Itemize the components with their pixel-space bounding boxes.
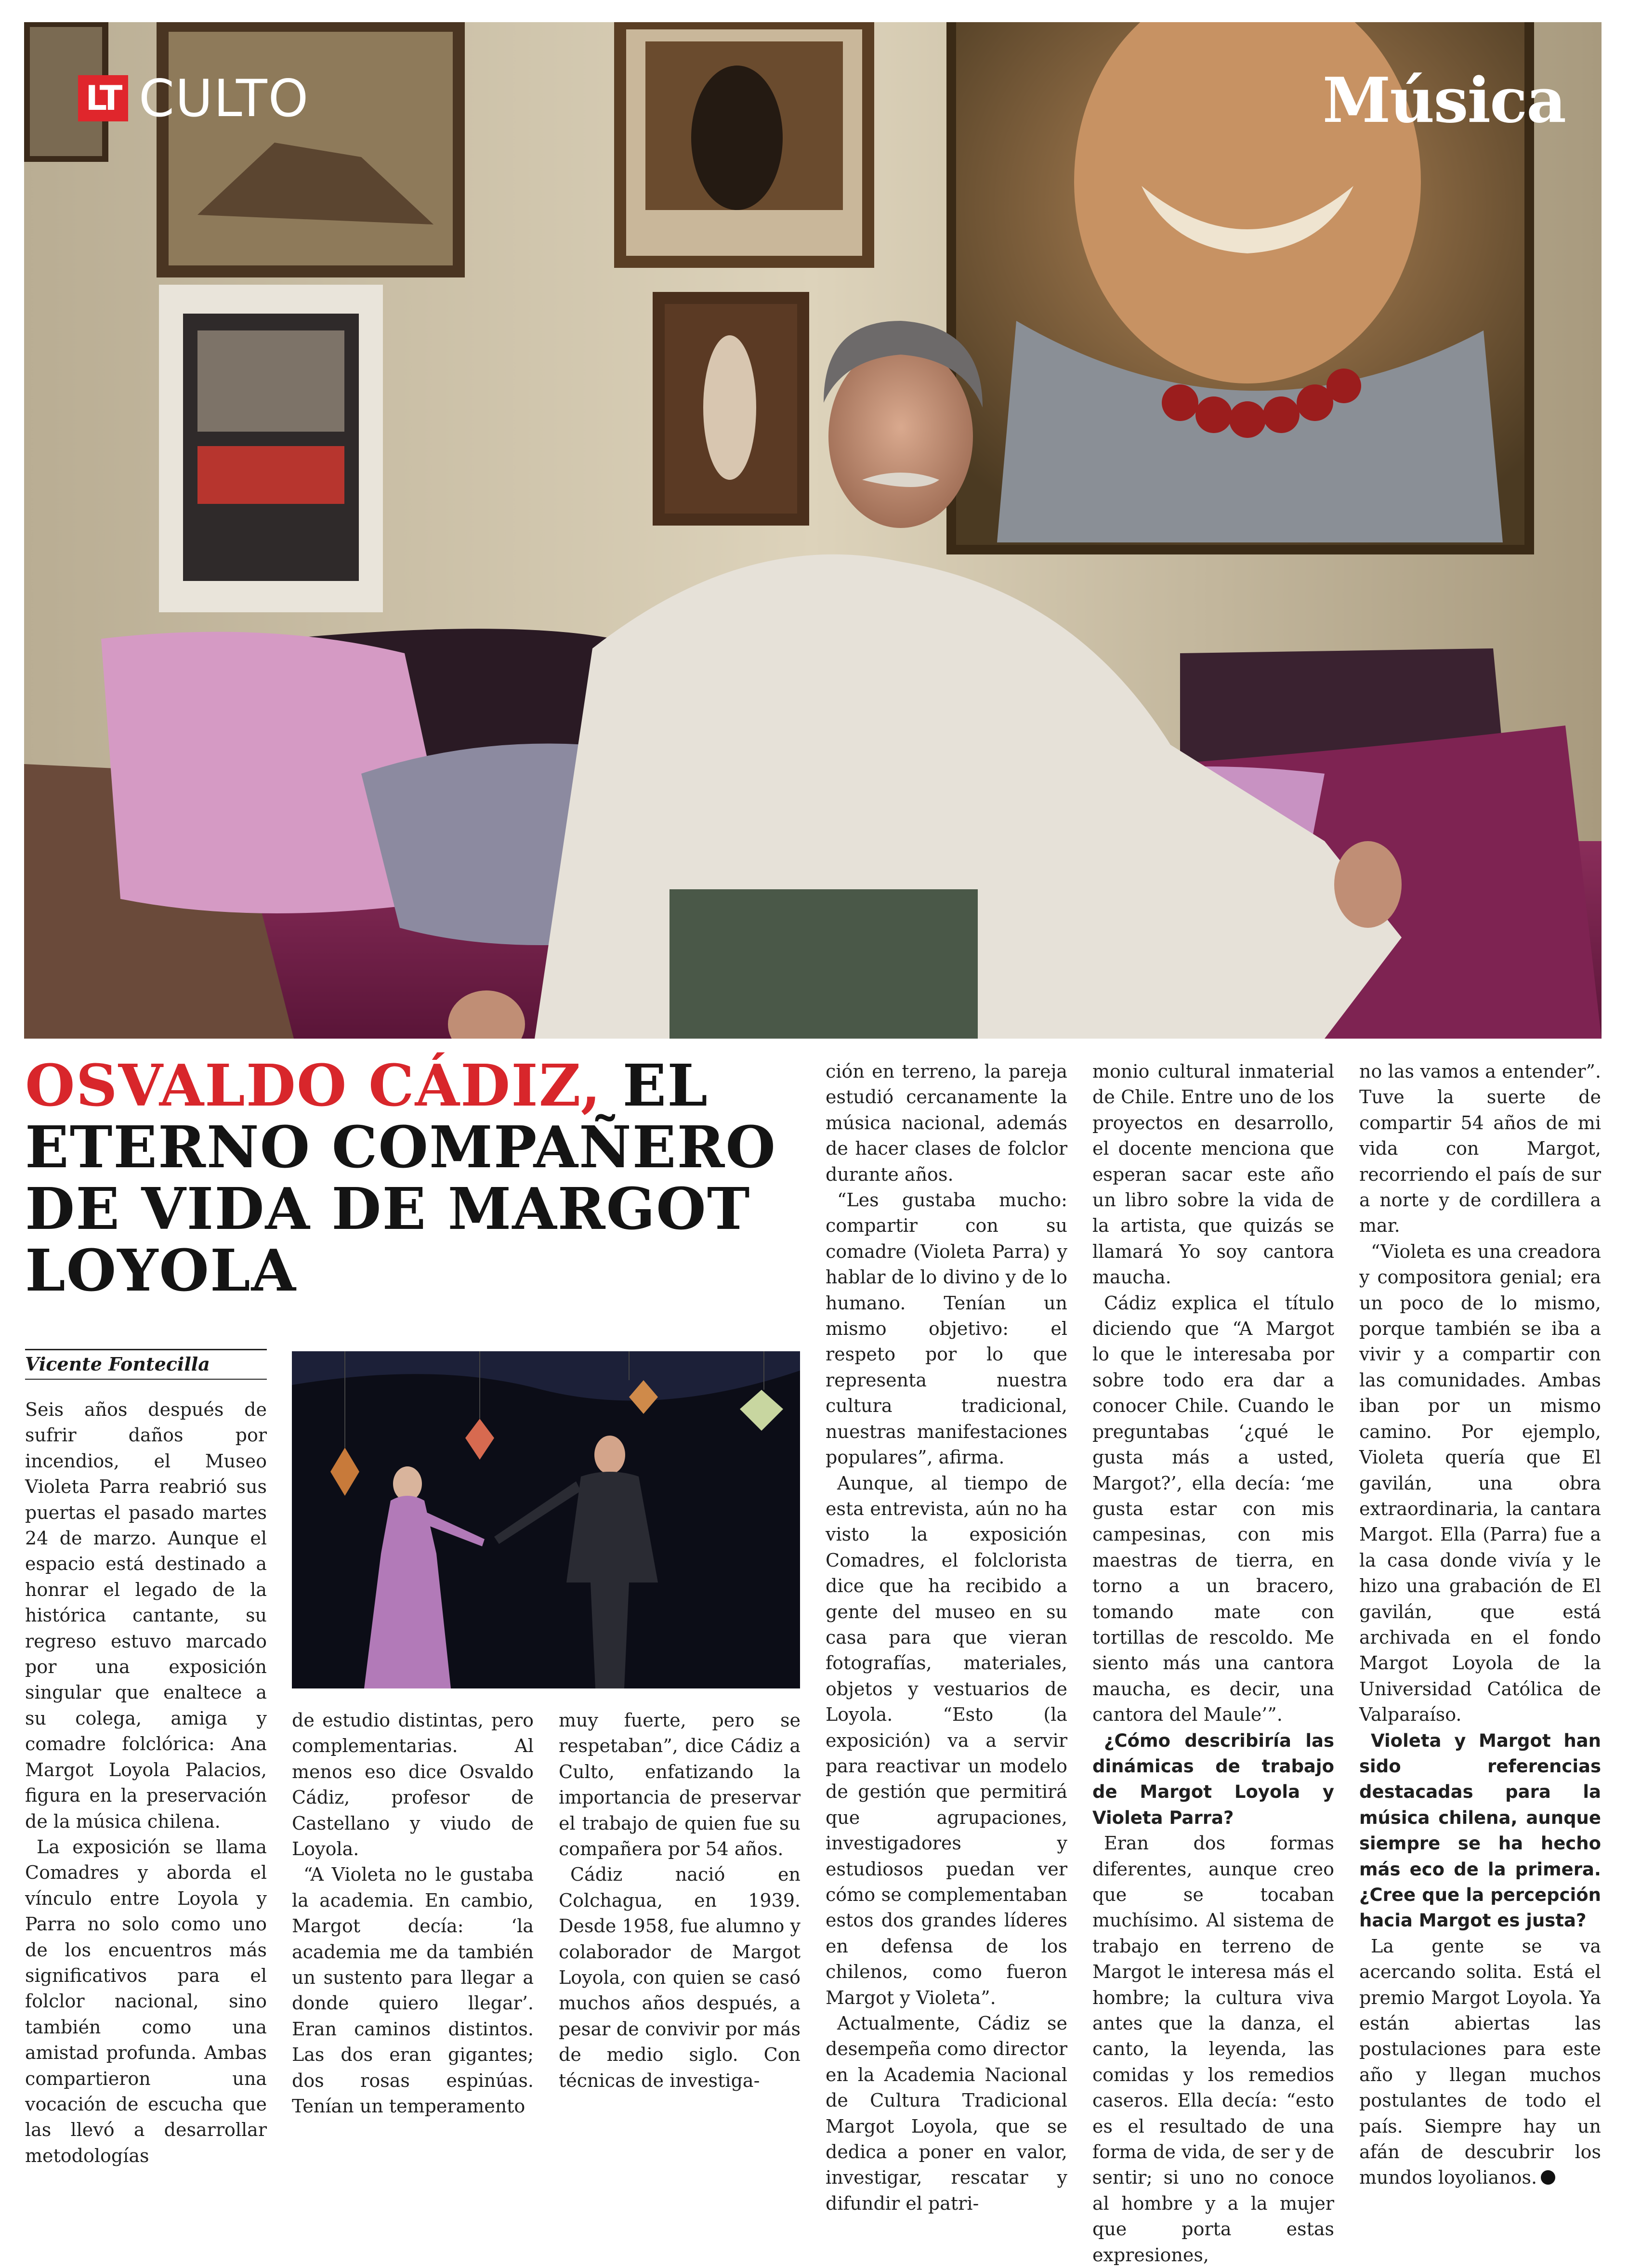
brand-logo [78, 68, 310, 128]
article-column-1 [25, 1397, 267, 2169]
end-of-article-icon [1541, 2170, 1555, 2185]
paragraph: Cádiz explica el título diciendo que “A Margot lo que le interesaba por sobre todo era dar a conocer Chile. Cuando le preguntabas ‘¿qué le gusta más a usted, Margot?’, ella decía: ‘me gusta estar con mis campesinas, con mis maestras de tierra, en torno a un bracero, tomando mate con tortillas de rescoldo. Me siento más una cantora maucha, es decir, una cantora del Maule’”. [1092, 1292, 1334, 1726]
brand-name: CULTO [139, 68, 310, 128]
paragraph: muy fuerte, pero se respetaban”, dice Cádiz a Culto, enfatizando la importancia de preservar el trabajo de quien fue su compañera por 54 años. [559, 1710, 801, 1860]
article-column-4 [826, 1059, 1067, 2216]
headline-highlight: OSVALDO CÁDIZ, [25, 1052, 602, 1120]
headline-rest: EL ETERNO COMPAÑERO DE VIDA DE MARGOT LOYOLA [25, 1052, 776, 1305]
interview-question: Violeta y Margot han sido referencias destacadas para la música chilena, aunque siempre se ha hecho más eco de la primera. ¿Cree que la percepción hacia Margot es justa? [1359, 1730, 1601, 1931]
stage-photo-illustration [292, 1351, 800, 1688]
section-label: Música [1322, 65, 1565, 137]
paragraph: La exposición se llama Comadres y aborda el vínculo entre Loyola y Parra no solo como uno de los encuentros más significativos para el folclor nacional, sino también como una amistad profunda. Ambas compartieron una vocación de escucha que las llevó a desarrollar metodologías [25, 1836, 267, 2166]
paragraph: monio cultural inmaterial de Chile. Entre uno de los proyectos en desarrollo, el docente menciona que esperan sacar este año un libro sobre la vida de la artista, que quizás se llamará Yo soy cantora maucha. [1092, 1061, 1334, 1288]
byline: Vicente Fontecilla [25, 1349, 267, 1380]
paragraph: no las vamos a entender”. Tuve la suerte de compartir 54 años de mi vida con Margot, recorriendo el país de sur a norte y de cordillera a mar. [1359, 1061, 1601, 1237]
paragraph: Seis años después de sufrir daños por incendios, el Museo Violeta Parra reabrió sus puertas el pasado martes 24 de marzo. Aunque el espacio está destinado a honrar el legado de la histórica cantante, su regreso estuvo marcado por una exposición singular que enaltece a su colega, amiga y comadre folclórica: Ana Margot Loyola Palacios, figura en la preservación de la música chilena. [25, 1399, 267, 1832]
paragraph: de estudio distintas, pero complementarias. Al menos eso dice Osvaldo Cádiz, profesor de Castellano y viudo de Loyola. [292, 1710, 534, 1860]
paragraph-final-text: La gente se va acercando solita. Está el premio Margot Loyola. Ya están abiertas las postulaciones para este año y llegan muchos postulantes de todo el país. Siempre hay un afán de descubrir los mundos loyolianos. [1359, 1935, 1601, 2189]
stage-photo [292, 1351, 800, 1688]
article-column-5 [1092, 1059, 1334, 2268]
hero-photo [24, 22, 1602, 1039]
paragraph: Actualmente, Cádiz se desempeña como director en la Academia Nacional de Cultura Tradicional Margot Loyola, que se dedica a poner en valor, investigar, rescatar y difundir el patri- [826, 2013, 1067, 2214]
paragraph-final [1359, 1934, 1601, 2191]
hero-photo-illustration [24, 22, 1602, 1039]
paragraph: Eran dos formas diferentes, aunque creo que se tocaban muchísimo. Al sistema de trabajo en terreno de Margot le interesa más el hombre; la cultura viva antes que la danza, el canto, la leyenda, las comidas y los remedios caseros. Ella decía: “esto es el resultado de una forma de vida, de ser y de sentir; si uno no conoce al hombre y a la mujer que porta estas expresiones, [1092, 1833, 1334, 2266]
paragraph: “Violeta es una creadora y compositora genial; era un poco de lo mismo, porque también se iba a vivir y a compartir con las comunidades. Ambas iban por un mismo camino. Por ejemplo, Violeta quería que El gavilán, una obra extraordinaria, la cantara Margot. Ella (Parra) fue a la casa donde vivía y le hizo una grabación de El gavilán, que está archivada en el fondo Margot Loyola de la Universidad Católica de Valparaíso. [1359, 1240, 1601, 1726]
paragraph: Cádiz nació en Colchagua, en 1939. Desde 1958, fue alumno y colaborador de Margot Loyola, con quien se casó muchos años después, a pesar de convivir por más de medio siglo. Con técnicas de investiga- [559, 1864, 801, 2091]
paragraph: ción en terreno, la pareja estudió cercanamente la música nacional, además de hacer clases de folclor durante años. [826, 1061, 1067, 1185]
headline [25, 1052, 776, 1305]
interview-question: ¿Cómo describiría las dinámicas de trabajo de Margot Loyola y Violeta Parra? [1092, 1730, 1334, 1828]
paragraph: Aunque, al tiempo de esta entrevista, aún no ha visto la exposición Comadres, el folclorista dice que ha recibido a gente del museo en su casa para que vieran fotografías, materiales, objetos y vestuarios de Loyola. “Esto (la exposición) va a servir para reactivar un modelo de gestión que permitirá que agrupaciones, investigadores y estudiosos puedan ver cómo se complementaban estos dos grandes líderes en defensa de los chilenos, como fueron Margot y Violeta”. [826, 1472, 1067, 2008]
article-column-2 [292, 1708, 534, 2120]
brand-badge: LT [78, 75, 128, 121]
paragraph: “A Violeta no le gustaba la academia. En cambio, Margot decía: ‘la academia me da también un sustento para llegar a donde quiero llegar’. Eran caminos distintos. Las dos eran gigantes; dos rosas espinúas. Tenían un temperamento [292, 1864, 534, 2117]
paragraph: “Les gustaba mucho: compartir con su comadre (Violeta Parra) y hablar de lo divino y de lo humano. Tenían un mismo objetivo: el respeto por lo que representa nuestra cultura tradicional, nuestras manifestaciones populares”, afirma. [826, 1189, 1067, 1468]
article-column-6 [1359, 1059, 1601, 2191]
article-column-3 [559, 1708, 801, 2094]
